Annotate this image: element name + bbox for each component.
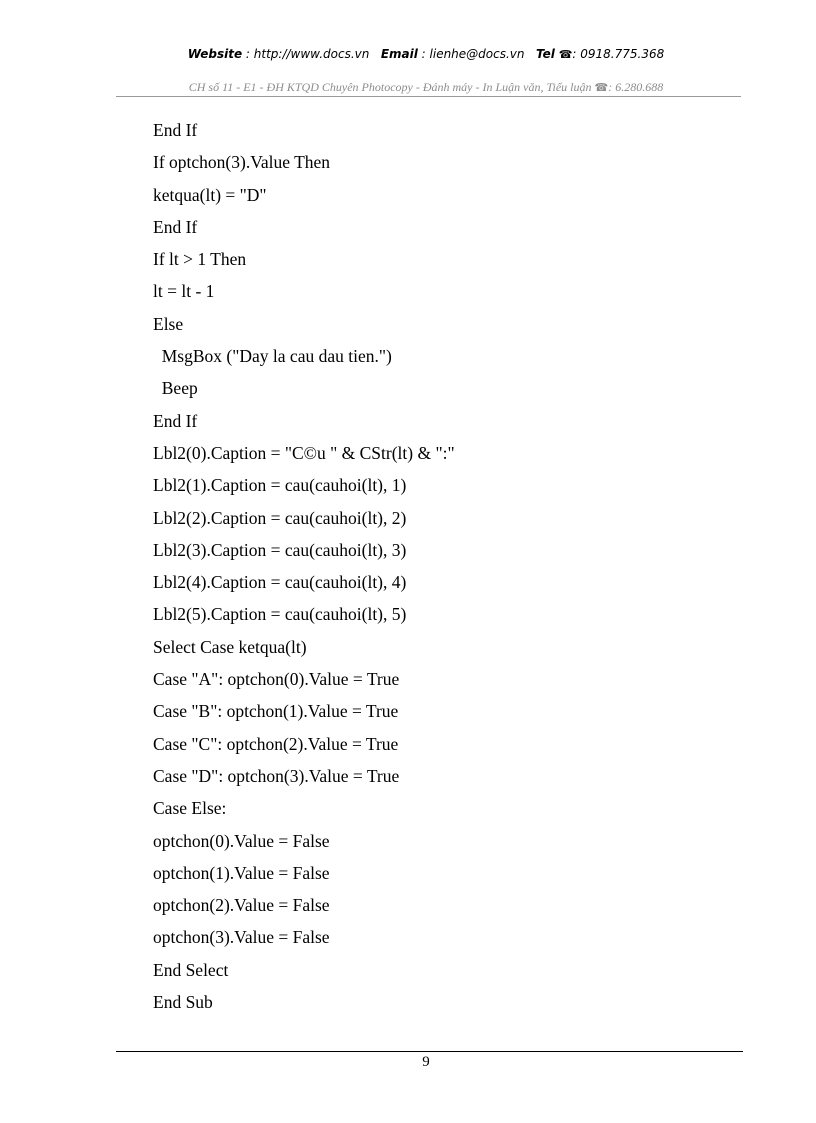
code-line: MsgBox ("Day la cau dau tien.") — [153, 346, 392, 367]
code-line: Case "B": optchon(1).Value = True — [153, 701, 399, 722]
tel-number: : 0918.775.368 — [572, 47, 665, 61]
footer-divider — [116, 1051, 743, 1052]
code-line: Lbl2(4).Caption = cau(cauhoi(lt), 4) — [153, 572, 407, 593]
code-listing — [153, 118, 753, 1022]
address-text: CH số 11 - E1 - ĐH KTQD Chuyên Photocopy - Đánh máy - In Luận văn, Tiểu luận — [188, 80, 592, 94]
header-divider — [116, 96, 741, 97]
code-line: Lbl2(5).Caption = cau(cauhoi(lt), 5) — [153, 604, 407, 625]
code-line: Case "C": optchon(2).Value = True — [153, 733, 399, 754]
code-line: End If — [153, 120, 198, 140]
code-line: Lbl2(0).Caption = "C©u " & CStr(lt) & ":" — [153, 442, 455, 463]
email-label: Email — [380, 47, 418, 61]
code-line: Case Else: — [153, 798, 227, 819]
code-line: Select Case ketqua(lt) — [153, 636, 307, 657]
code-line: Lbl2(3).Caption = cau(cauhoi(lt), 3) — [153, 539, 407, 560]
code-line: ketqua(lt) = "D" — [153, 184, 267, 205]
code-line: End Select — [153, 959, 229, 980]
code-line: Lbl2(2).Caption = cau(cauhoi(lt), 2) — [153, 507, 407, 528]
header-address-line — [0, 80, 816, 95]
code-line: Else — [153, 313, 184, 334]
code-line: End If — [153, 216, 198, 237]
website-label: Website — [187, 47, 243, 61]
code-line: Case "A": optchon(0).Value = True — [153, 669, 400, 690]
code-line: End Sub — [153, 992, 213, 1013]
address-phone: : 6.280.688 — [608, 80, 664, 94]
code-line: optchon(0).Value = False — [153, 830, 330, 851]
phone-icon: ☎ — [594, 82, 609, 94]
code-line: Case "D": optchon(3).Value = True — [153, 765, 400, 786]
code-line: Lbl2(1).Caption = cau(cauhoi(lt), 1) — [153, 475, 407, 496]
code-line: optchon(2).Value = False — [153, 895, 330, 916]
code-line: optchon(1).Value = False — [153, 862, 330, 883]
code-line: End If — [153, 410, 198, 431]
website-url: : http://www.docs.vn — [245, 47, 370, 61]
code-line: If lt > 1 Then — [153, 249, 247, 270]
page-number: 9 — [422, 1054, 430, 1070]
phone-icon: ☎ — [558, 48, 573, 61]
code-line: If optchon(3).Value Then — [153, 152, 331, 173]
code-line: Beep — [153, 378, 198, 399]
code-line: lt = lt - 1 — [153, 281, 215, 302]
tel-label: Tel — [535, 47, 555, 61]
email-address: : lienhe@docs.vn — [421, 47, 525, 61]
code-line: optchon(3).Value = False — [153, 927, 330, 948]
header-contact-line — [0, 47, 816, 61]
